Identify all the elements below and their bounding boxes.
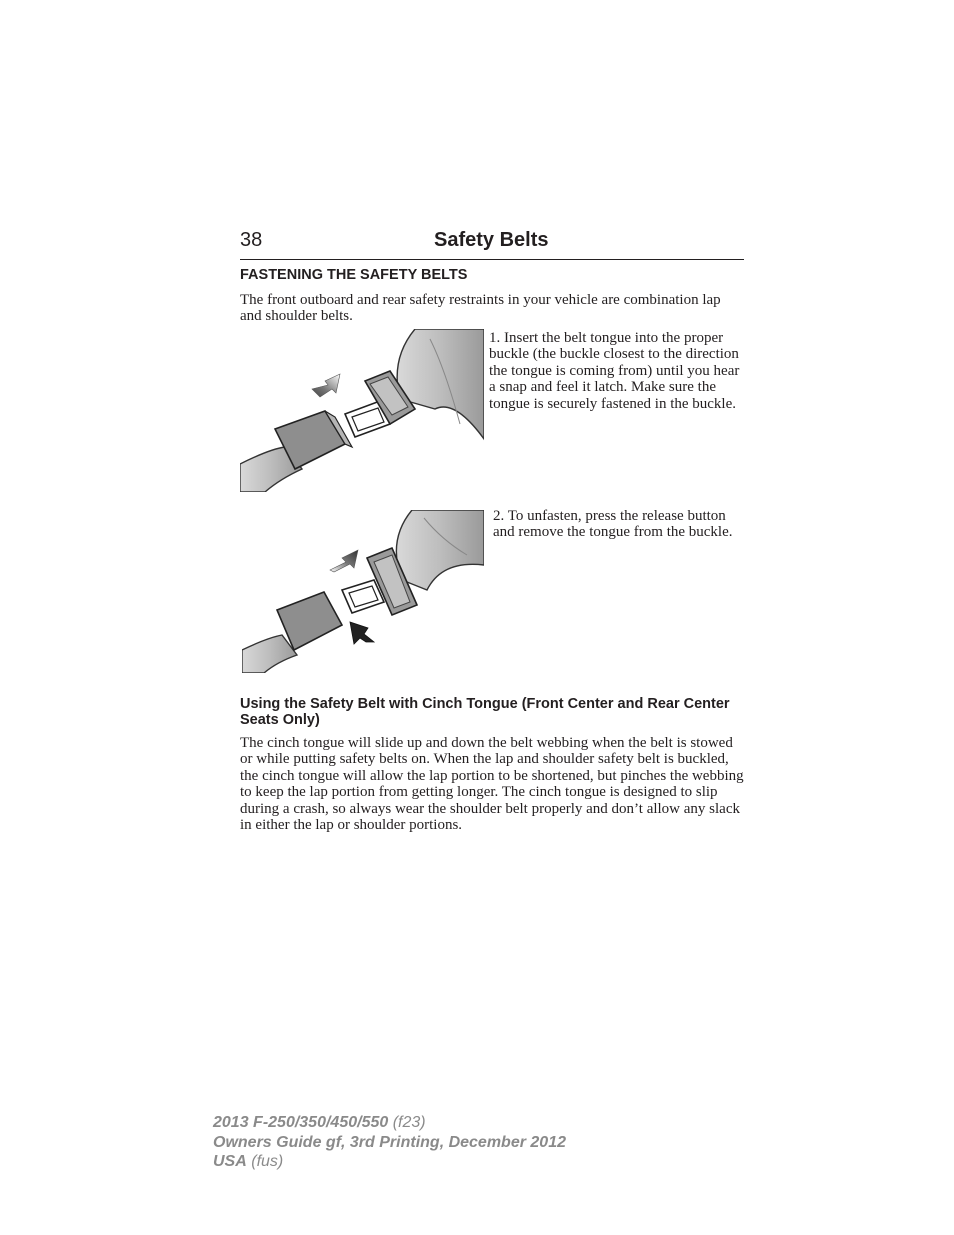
footer-region-code: (fus)	[251, 1153, 284, 1170]
section-heading: FASTENING THE SAFETY BELTS	[240, 267, 468, 283]
cinch-tongue-paragraph: The cinch tongue will slide up and down the belt webbing when the belt is stowed or while putting safety belts on. When the lap and shoulder safety belt is buckled, the cinch tongue will allow the lap portion to be shortened, but pinches the webbing to keep the lap portion from getting longer. The cinch tongue is designed to slip during a crash, so always wear the shoulder belt properly and don’t allow any slack in either the lap or shoulder portions.	[240, 735, 744, 834]
footer-line-3	[213, 1152, 566, 1172]
footer-region: USA	[213, 1153, 247, 1170]
footer-line-1	[213, 1113, 566, 1133]
belt-insert-illustration	[240, 329, 484, 492]
document-footer	[213, 1113, 566, 1172]
belt-release-illustration	[242, 510, 484, 673]
step-2-text: 2. To unfasten, press the release button and remove the tongue from the buckle.	[493, 508, 733, 541]
page-number: 38	[240, 229, 263, 251]
cinch-tongue-heading: Using the Safety Belt with Cinch Tongue (Front Center and Rear Center Seats Only)	[240, 696, 730, 729]
footer-printing: Owners Guide gf, 3rd Printing, December 2012	[213, 1133, 566, 1151]
page-header	[240, 229, 744, 260]
page-title: Safety Belts	[434, 229, 549, 251]
intro-paragraph: The front outboard and rear safety restraints in your vehicle are combination lap and shoulder belts.	[240, 292, 721, 325]
footer-line-2	[213, 1133, 566, 1153]
step-1-text: 1. Insert the belt tongue into the proper buckle (the buckle closest to the direction the tongue is coming from) until you hear a snap and feel it latch. Make sure the tongue is securely fastened in the buckle.	[489, 330, 740, 412]
footer-model-code: (f23)	[392, 1114, 426, 1131]
footer-model: 2013 F-250/350/450/550	[213, 1114, 389, 1131]
